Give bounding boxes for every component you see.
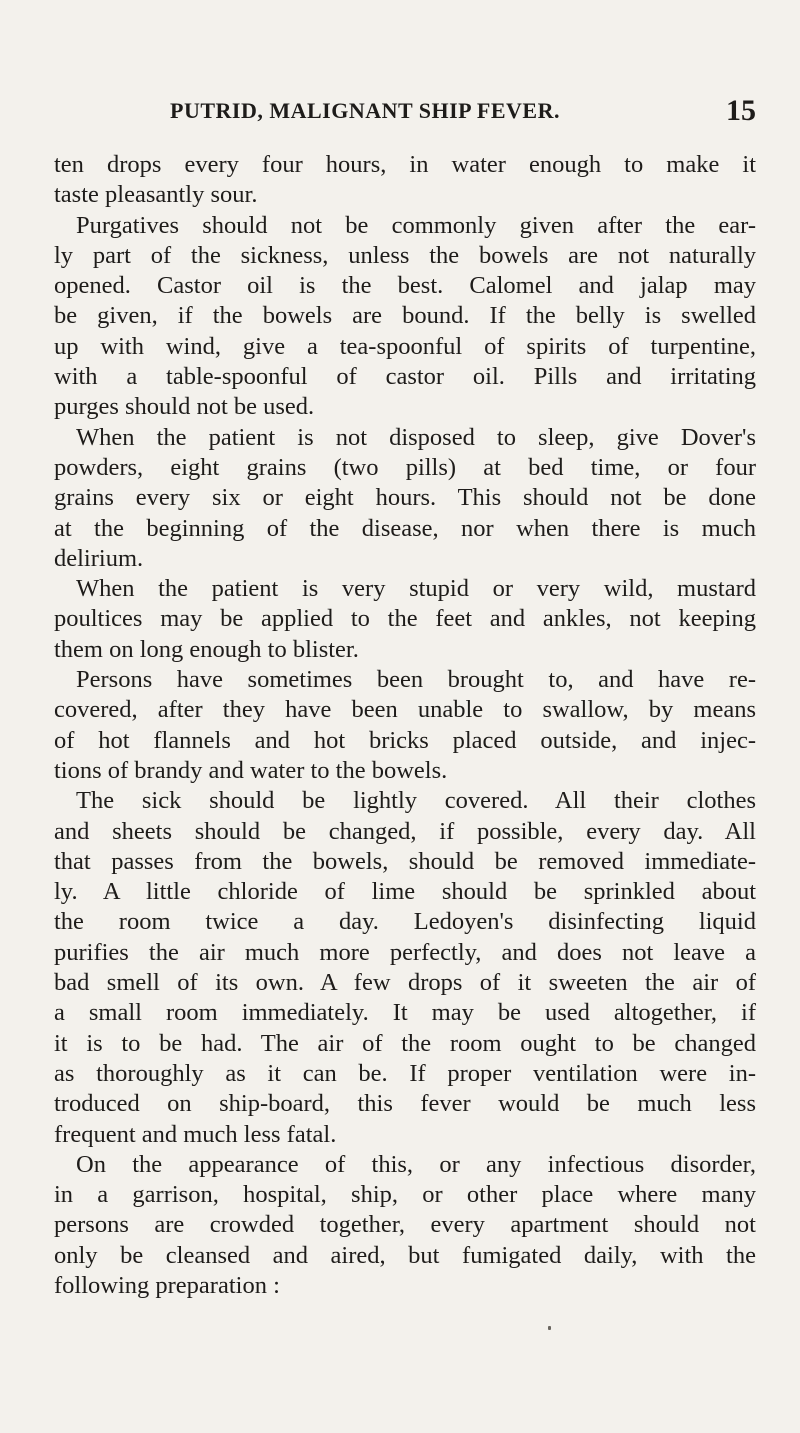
text-line: When the patient is very stupid or very wild, mustard (76, 575, 756, 603)
text-line: grains every six or eight hours. This should not be done (54, 484, 756, 512)
text-line: that passes from the bowels, should be removed immediate- (54, 847, 756, 875)
text-line: troduced on ship-board, this fever would be much less (54, 1090, 756, 1118)
text-line: bad smell of its own. A few drops of it sweeten the air of (54, 969, 756, 997)
page-number: 15 (726, 94, 756, 127)
text-line: purges should not be used. (54, 393, 315, 421)
text-line: only be cleansed and aired, but fumigated daily, with the (54, 1241, 756, 1269)
text-line: opened. Castor oil is the best. Calomel and jalap may (54, 272, 756, 300)
text-line: ly. A little chloride of lime should be sprinkled about (54, 878, 756, 906)
text-line: them on long enough to blister. (54, 635, 359, 663)
text-line: with a table-spoonful of castor oil. Pills and irritating (54, 363, 756, 391)
ink-speck (548, 1326, 551, 1330)
text-line: a small room immediately. It may be used altogether, if (54, 999, 756, 1027)
running-title: PUTRID, MALIGNANT SHIP FEVER. (170, 98, 560, 123)
text-line: Purgatives should not be commonly given after the ear- (76, 211, 756, 239)
text-line: persons are crowded together, every apartment should not (54, 1211, 756, 1239)
text-line: up with wind, give a tea-spoonful of spirits of turpentine, (54, 332, 756, 360)
text-line: powders, eight grains (two pills) at bed time, or four (54, 453, 756, 481)
text-line: as thoroughly as it can be. If proper ventilation were in- (54, 1059, 756, 1087)
text-line: frequent and much less fatal. (54, 1120, 337, 1148)
text-line: in a garrison, hospital, ship, or other place where many (54, 1181, 756, 1209)
text-line: be given, if the bowels are bound. If the belly is swelled (54, 302, 756, 330)
running-head (170, 94, 756, 130)
text-line: at the beginning of the disease, nor when there is much (54, 514, 756, 542)
text-line: Persons have sometimes been brought to, and have re- (76, 666, 756, 694)
text-line: delirium. (54, 544, 144, 572)
text-line: The sick should be lightly covered. All their clothes (76, 787, 756, 815)
text-line: ten drops every four hours, in water enough to make it (54, 151, 756, 178)
text-line: it is to be had. The air of the room ought to be changed (54, 1029, 756, 1057)
text-line: On the appearance of this, or any infectious disorder, (76, 1150, 756, 1178)
text-line: taste pleasantly sour. (54, 181, 258, 209)
text-line: following preparation : (54, 1271, 280, 1299)
text-line: and sheets should be changed, if possible, every day. All (54, 817, 756, 845)
text-line: of hot flannels and hot bricks placed outside, and injec- (54, 726, 756, 754)
text-line: ly part of the sickness, unless the bowels are not naturally (54, 241, 756, 269)
text-line: When the patient is not disposed to sleep, give Dover's (76, 423, 756, 451)
text-line: poultices may be applied to the feet and ankles, not keeping (54, 605, 756, 633)
text-line: covered, after they have been unable to swallow, by means (54, 696, 756, 724)
body-text (54, 150, 756, 1301)
text-line: the room twice a day. Ledoyen's disinfecting liquid (54, 908, 756, 936)
text-line: tions of brandy and water to the bowels. (54, 756, 448, 784)
text-line: purifies the air much more perfectly, and does not leave a (54, 938, 756, 966)
